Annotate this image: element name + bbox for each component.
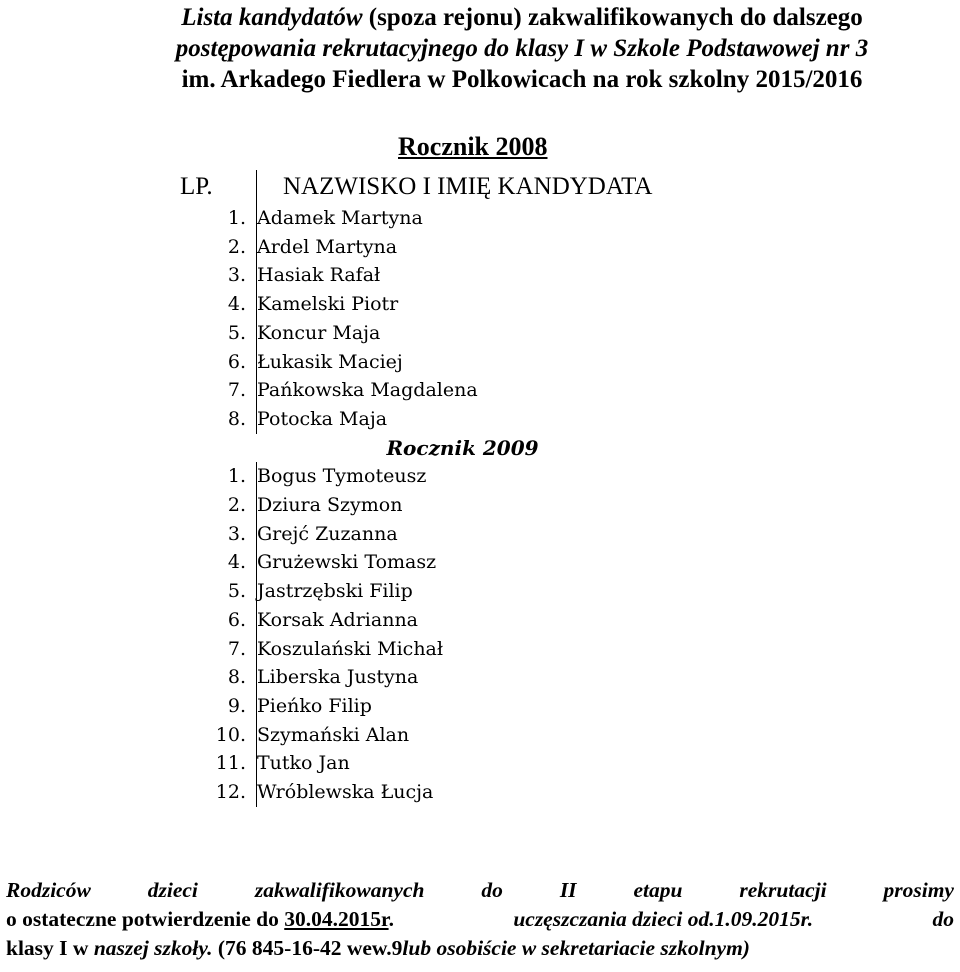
candidate-name: Hasiak Rafał	[257, 264, 381, 287]
document-title	[92, 2, 952, 95]
table-row	[172, 778, 753, 807]
table-row	[172, 721, 753, 750]
table-row	[172, 376, 753, 405]
candidate-name: Szymański Alan	[257, 723, 410, 746]
candidate-number: 9.	[172, 692, 257, 721]
title-line2: postępowania rekrutacyjnego do klasy I w Szkole Podstawowej nr 3	[175, 35, 869, 62]
candidate-name: Tutko Jan	[257, 752, 350, 775]
candidate-number: 7.	[172, 635, 257, 664]
table-row	[172, 663, 753, 692]
footer-word: II	[559, 878, 577, 902]
footer-text: uczęszczania dzieci od.1.09.2015r.	[513, 907, 814, 931]
table-row	[172, 520, 753, 549]
candidate-number: 10.	[172, 721, 257, 750]
table-row	[172, 577, 753, 606]
subsection-row-2009	[172, 434, 753, 463]
candidate-number: 4.	[172, 548, 257, 577]
candidate-name: Adamek Martyna	[257, 207, 423, 229]
table-row	[172, 548, 753, 577]
candidate-number: 5.	[172, 577, 257, 606]
candidate-name: Liberska Justyna	[257, 666, 419, 689]
table-row	[172, 462, 753, 491]
phone-number: (76 845-16-42 wew.9	[217, 936, 403, 960]
col-header-name: NAZWISKO I IMIĘ KANDYDATA	[283, 173, 653, 200]
footer-word: zakwalifikowanych	[254, 878, 425, 902]
footer-text: o ostateczne potwierdzenie do	[6, 907, 279, 931]
candidate-number: 8.	[172, 405, 257, 434]
candidate-number: 3.	[172, 261, 257, 290]
candidate-name: Wróblewska Łucja	[257, 781, 434, 804]
footer-line-3	[6, 934, 954, 963]
table-row	[172, 261, 753, 290]
deadline-date: 30.04.2015r	[284, 907, 389, 931]
candidate-name: Koncur Maja	[257, 321, 381, 344]
candidate-name: Grużewski Tomasz	[257, 551, 437, 574]
table-row	[172, 233, 753, 262]
title-line1-rest: (spoza rejonu) zakwalifikowanych do dalszego	[362, 4, 863, 31]
candidate-name: Grejć Zuzanna	[257, 522, 398, 545]
candidate-name: Pańkowska Magdalena	[257, 379, 478, 402]
candidate-number: 2.	[172, 491, 257, 520]
candidate-number: 12.	[172, 778, 257, 807]
table-row	[172, 635, 753, 664]
table-row	[172, 319, 753, 348]
candidate-name: Pieńko Filip	[257, 694, 372, 717]
footer-text: .	[388, 907, 394, 931]
candidate-number: 3.	[172, 520, 257, 549]
footer-word: Rodziców	[6, 878, 91, 902]
table-row	[172, 348, 753, 377]
footer-word: dzieci	[147, 878, 198, 902]
footer-notice	[6, 876, 954, 963]
candidate-number: 11.	[172, 749, 257, 778]
candidate-number: 7.	[172, 376, 257, 405]
candidate-name: Koszulański Michał	[257, 637, 444, 660]
title-italic: Lista kandydatów	[181, 4, 363, 31]
table-row	[172, 491, 753, 520]
footer-word: rekrutacji	[739, 878, 827, 902]
footer-word: etapu	[633, 878, 683, 902]
candidate-number: 4.	[172, 290, 257, 319]
candidate-name: Potocka Maja	[257, 407, 388, 430]
candidate-name: Kamelski Piotr	[257, 293, 399, 316]
candidate-number: 1.	[172, 462, 257, 491]
candidate-name: Łukasik Maciej	[257, 350, 403, 373]
footer-line-1	[6, 876, 954, 905]
candidate-name: Ardel Martyna	[257, 235, 398, 258]
table-row	[172, 290, 753, 319]
footer-text: klasy I w	[6, 936, 89, 960]
candidate-number: 8.	[172, 663, 257, 692]
footer-word: do	[481, 878, 503, 902]
table-row	[172, 606, 753, 635]
candidate-name: Dziura Szymon	[257, 494, 403, 517]
candidate-number: 2.	[172, 233, 257, 262]
table-row	[172, 405, 753, 434]
footer-word: prosimy	[883, 878, 954, 902]
candidate-name: Jastrzębski Filip	[257, 580, 413, 603]
table-header-row	[172, 170, 753, 204]
candidate-table	[172, 170, 753, 807]
candidate-number: 1.	[172, 204, 257, 233]
table-row	[172, 749, 753, 778]
footer-line-2	[6, 905, 954, 934]
candidate-number: 6.	[172, 606, 257, 635]
section-heading-2009: Rocznik 2009	[386, 435, 539, 460]
table-row	[172, 204, 753, 233]
candidate-name: Korsak Adrianna	[257, 608, 419, 631]
candidate-number: 5.	[172, 319, 257, 348]
candidate-name: Bogus Tymoteusz	[257, 465, 427, 488]
title-line3: im. Arkadego Fiedlera w Polkowicach na rok szkolny 2015/2016	[181, 66, 863, 93]
candidate-number: 6.	[172, 348, 257, 377]
footer-text: naszej szkoły.	[93, 936, 213, 960]
table-row	[172, 692, 753, 721]
col-header-lp: LP.	[172, 170, 257, 204]
footer-text: do	[932, 907, 954, 931]
footer-text: lub osobiście w sekretariacie szkolnym)	[402, 936, 750, 960]
section-heading-2008: Rocznik 2008	[398, 132, 548, 161]
